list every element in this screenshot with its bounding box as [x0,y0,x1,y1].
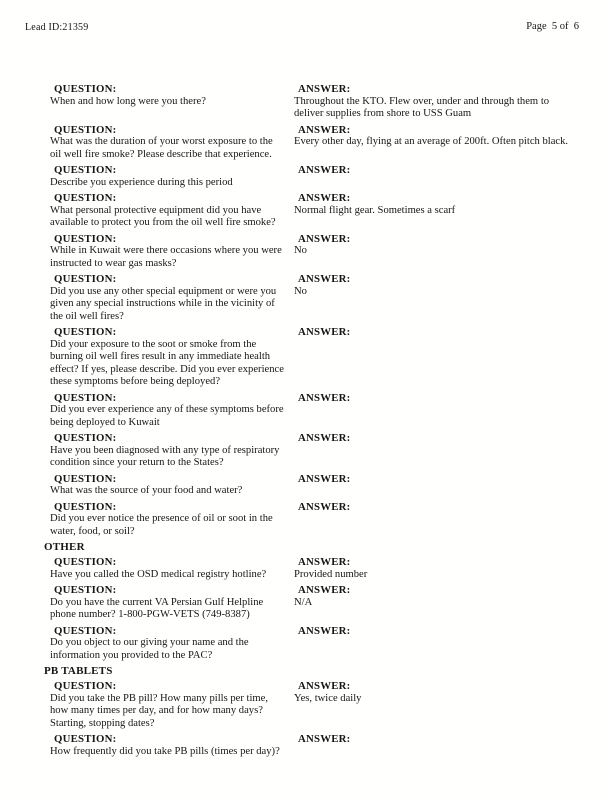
answer-label: ANSWER: [298,432,351,444]
qa-block [50,392,571,430]
question-label: QUESTION: [54,680,117,692]
question-label: QUESTION: [54,232,117,245]
question-label: QUESTION: [54,123,117,136]
question-label: QUESTION: [54,391,117,404]
answer-cell [294,83,571,121]
answer-label: ANSWER: [298,83,351,95]
answer-cell [294,733,571,758]
qa-block [50,233,571,271]
question-cell [50,473,294,498]
qa-block [50,124,571,162]
answer-label: ANSWER: [298,624,351,637]
question-text: Have you been diagnosed with any type of respiratory condition since your return to the States? [50,444,280,468]
qa-block [50,680,571,730]
question-cell [50,556,294,581]
question-label: QUESTION: [54,472,117,485]
question-text: When and how long were you there? [50,95,206,107]
qa-block [50,556,571,581]
answer-cell [294,501,571,539]
question-cell [50,273,294,323]
qa-block [50,326,571,389]
question-text: While in Kuwait were there occasions where you were instructed to wear gas masks? [50,245,282,269]
question-label: QUESTION: [54,192,117,204]
answer-cell [294,392,571,430]
qa-block [50,584,571,622]
question-cell [50,83,294,121]
answer-cell [294,192,571,230]
question-text: What personal protective equipment did you have available to protect you from the oil well fire smoke? [50,204,276,228]
question-text: Did you use any other special equipment or were you given any special instructions while in the vicinity of the oil well fires? [50,285,277,322]
answer-cell [294,432,571,470]
answer-label: ANSWER: [298,680,351,692]
lead-id-label: Lead ID:21359 [25,22,89,33]
question-label: QUESTION: [54,273,117,285]
answer-text: Throughout the KTO. Flew over, under and through them to deliver supplies from shore to USS Guam [294,95,550,119]
answer-cell [294,584,571,622]
question-text: Did you ever notice the presence of oil or soot in the water, food, or soil? [50,513,273,537]
answer-label: ANSWER: [298,584,351,596]
section-heading: OTHER [44,541,85,553]
qa-block [50,473,571,498]
answer-label: ANSWER: [298,391,351,404]
answer-label: ANSWER: [298,733,351,745]
answer-label: ANSWER: [298,472,351,485]
answer-label: ANSWER: [298,273,351,285]
question-text: What was the source of your food and water? [50,485,243,496]
question-cell [50,164,294,189]
question-text: Did your exposure to the soot or smoke from the burning oil well fires result in any immediate health effect? If yes, please describe. Did you ever experience these symptoms before being deployed? [50,338,284,387]
answer-text: No [294,245,307,256]
answer-label: ANSWER: [298,326,351,338]
answer-cell [294,625,571,663]
question-label: QUESTION: [54,432,117,444]
question-cell [50,326,294,389]
question-label: QUESTION: [54,500,117,513]
question-label: QUESTION: [54,164,117,176]
question-text: How frequently did you take PB pills (times per day)? [50,745,280,757]
qa-block [50,273,571,323]
question-label: QUESTION: [54,556,117,568]
question-text: Do you have the current VA Persian Gulf Helpline phone number? 1-800-PGW-VETS (749-8387) [50,596,264,620]
qa-block [50,164,571,189]
question-cell [50,584,294,622]
question-cell [50,192,294,230]
question-cell [50,733,294,758]
question-cell [50,432,294,470]
answer-text: Provided number [294,568,368,580]
answer-label: ANSWER: [298,500,351,513]
answer-label: ANSWER: [298,556,351,568]
question-label: QUESTION: [54,733,117,745]
answer-label: ANSWER: [298,232,351,245]
question-label: QUESTION: [54,83,117,95]
answer-cell [294,680,571,730]
question-label: QUESTION: [54,326,117,338]
qa-block [50,192,571,230]
answer-text: Every other day, flying at an average of 200ft. Often pitch black. [294,136,569,147]
question-label: QUESTION: [54,584,117,596]
qa-block [50,625,571,663]
question-cell [50,233,294,271]
qa-block [50,432,571,470]
question-cell [50,124,294,162]
answer-label: ANSWER: [298,164,351,176]
answer-cell [294,164,571,189]
question-text: Have you called the OSD medical registry hotline? [50,568,267,580]
question-cell [50,501,294,539]
answer-cell [294,473,571,498]
answer-cell [294,273,571,323]
answer-cell [294,124,571,162]
question-text: What was the duration of your worst exposure to the oil well fire smoke? Please describe that experience. [50,136,273,160]
question-text: Describe you experience during this period [50,176,233,188]
question-cell [50,392,294,430]
question-cell [50,680,294,730]
section-heading: PB TABLETS [44,665,113,677]
qa-block [50,501,571,539]
page-number-label: Page 5 of 6 [526,21,579,32]
answer-cell [294,556,571,581]
question-cell [50,625,294,663]
question-text: Do you object to our giving your name and the information you provided to the PAC? [50,637,249,661]
answer-label: ANSWER: [298,123,351,136]
qa-block [50,733,571,758]
answer-cell [294,326,571,389]
answer-cell [294,233,571,271]
question-text: Did you ever experience any of these symptoms before being deployed to Kuwait [50,404,284,428]
answer-label: ANSWER: [298,192,351,204]
answer-text: Normal flight gear. Sometimes a scarf [294,204,456,216]
answer-text: N/A [294,596,313,608]
qa-list [44,83,571,761]
question-text: Did you take the PB pill? How many pills per time, how many times per day, and for how many days? Starting, stopping dates? [50,692,269,729]
answer-text: Yes, twice daily [294,692,362,704]
question-label: QUESTION: [54,624,117,637]
answer-text: No [294,285,307,297]
qa-block [50,83,571,121]
